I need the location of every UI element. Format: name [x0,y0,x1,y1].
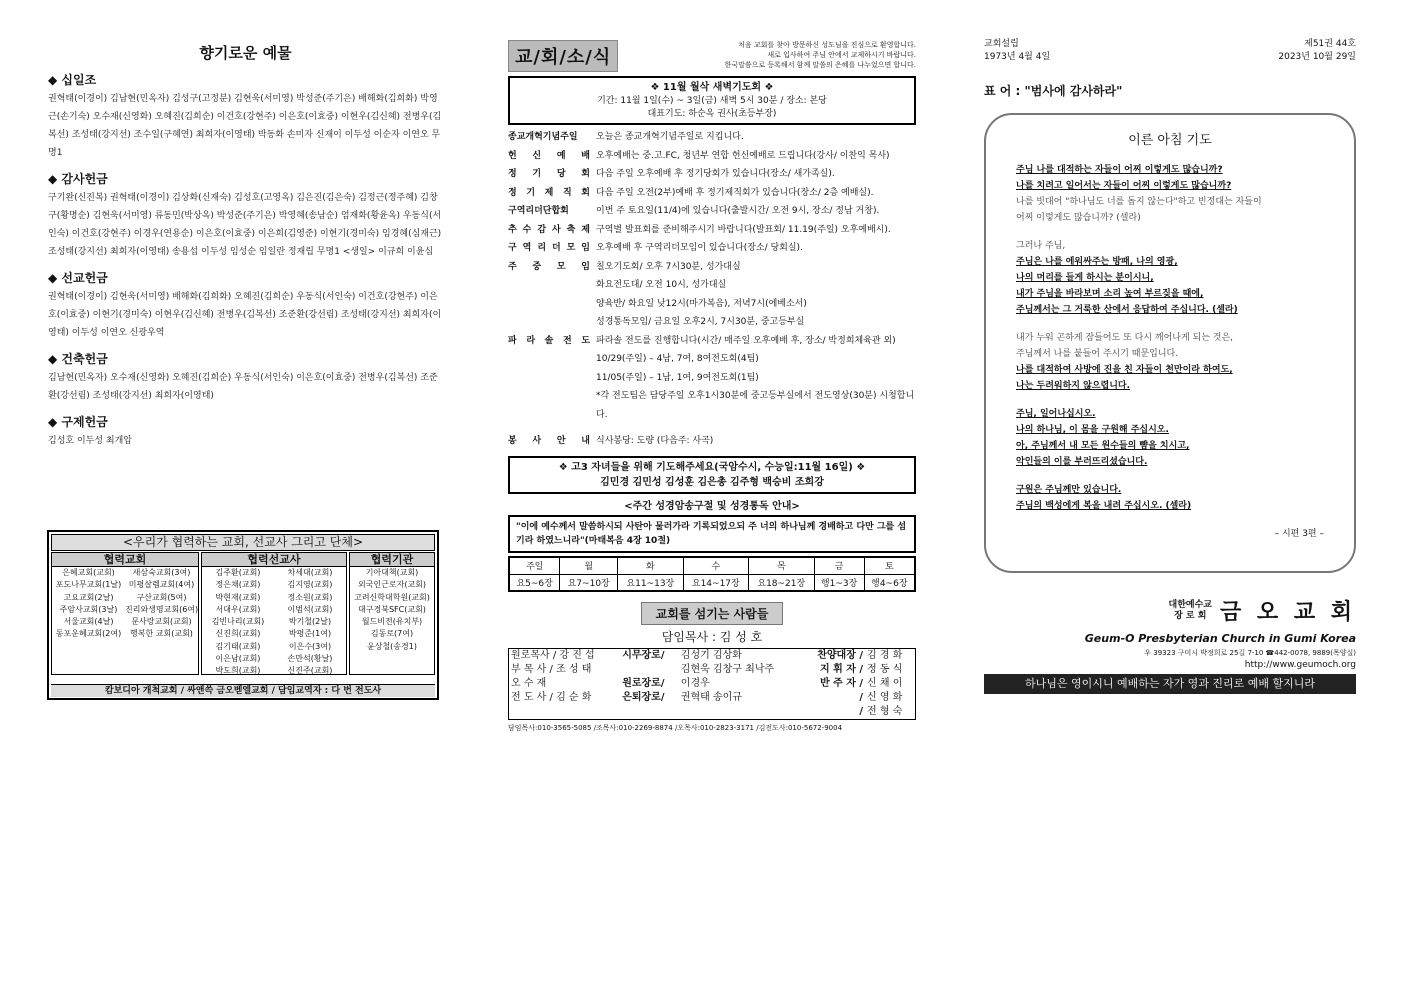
staff-cell: / [859,692,864,703]
partner-item: 새삼숙교회(3여) [132,568,191,577]
schedule-reading: 요7~10장 [560,574,618,591]
prayer-line: 주님께서 나를 붙들어 주시기 때문입니다. [1016,349,1179,359]
prayer-line: 나를 대적하여 사방에 진을 친 자들이 천만이라 하여도, [1016,365,1233,375]
offering-names: 김성호 이두성 최개압 [48,436,132,446]
partner-item: 정은채(교회) [215,580,261,590]
church-address: 우 39323 구미시 박정희로 25길 7-10 ☎442-0078, 9889(목양실) [1144,649,1356,657]
partners-box [47,530,439,700]
denomination-line: 대한예수교 [1168,599,1212,610]
denomination-line: 장 로 회 [1174,610,1207,621]
welcome-note [618,40,916,70]
partner-item: 이은남(교회) [215,654,261,664]
partner-item: 포도나무교회(1날) [55,580,122,590]
news-item-label [508,350,596,369]
news-items [508,128,916,424]
staff-cell: 신 채 이 [867,678,903,689]
staff-cell: 김현욱 김창구 최낙주 [680,664,775,675]
offering-names: 구기완(신진복) 권혁태(이경이) 김상화(신재숙) 김성호(고영옥) 김은진(김은숙) 김정근(정주혜) 김창구(황명순) 김현욱(서미영) 류동민(박상옥) 박성준(주기은) 박영혜(송남순) 엄재화(황윤옥) 우동식(서인숙) 이건호(강현주) 이경우(연용순) 이은호(이효중) 이은희(김영준) 이현기(경미숙) 임경혜(심재근) 조성태(강지선) 최희자(이영태) 송용섭 이두성 임성순 임일란 정재립 무명1 <생일> 이규희 이윤심 [48,193,442,257]
dawn-prayer-period: 기간: 11월 1일(수) ~ 3일(금) 새벽 5시 30분 / 장소: 본당 [597,96,827,106]
schedule-reading: 행1~3장 [814,574,864,591]
staff-row [509,705,916,720]
partner-item: 박현재(교회) [215,592,261,602]
schedule-reading: 행4~6장 [864,574,915,591]
staff-row [509,691,916,705]
news-item [508,313,916,332]
partner-item: 문사랑교회(교회) [131,617,192,627]
prayer-title: 이른 아침 기도 [1128,133,1212,148]
news-item [508,221,916,240]
staff-cell: 김 경 화 [867,650,903,661]
staff-cell: 반 주 자 / [819,678,864,689]
news-item-label: 헌 신 예 배 [508,150,590,161]
prayer-line: 나를 치려고 일어서는 자들이 어찌 이렇게도 많습니까? [1016,181,1232,191]
staff-cell [679,705,802,720]
news-item [508,165,916,184]
cover-panel [984,38,1356,694]
offerings-panel [48,42,443,450]
news-item-text: 칠오기도회/ 오후 7시30분, 성가대실 [596,261,741,272]
prayer-stanza [1016,162,1324,226]
news-item-text: *각 전도팀은 담당주일 오후1시30분에 중고등부실에서 전도영상(30분) 시청합니다. [596,391,915,420]
offering-names: 권혁태(이경이) 김현욱(서미영) 배해화(김희화) 오혜진(김희순) 우동식(서인숙) 이건호(강현주) 이은호(이효중) 이현기(경미숙) 이현우(김신혜) 전병우(김복선) 조준환(강선림) 조성태(강지선) 최희자(이영태) 이두성 이연오 신광우역 [48,292,442,338]
prayer-source: – 시편 3편 – [1274,529,1324,539]
staff-row [509,677,916,691]
staff-cell: 이경우 [680,678,710,689]
church-english-name: Geum-O Presbyterian Church in Gumi Korea [1084,632,1356,645]
established-label: 교회설립 [984,39,1019,49]
phone-list: 담임목사:010-3565-5085 /조목사:010-2269-8874 /오목사:010-2823-3171 /김전도사:010-5672-9004 [508,724,843,732]
news-item-label: 구 역 리 더 모 임 [508,243,590,253]
partner-item: 신진희(교회) [215,629,261,639]
schedule-day: 월 [560,557,618,574]
prayer-line: 어찌 이렇게도 많습니까? (셀라) [1016,213,1141,223]
news-item-text: 성경통독모임/ 금요일 오후2시, 7시30분, 중고등부실 [596,317,805,327]
offering-heading: ◆ 건축헌금 [48,352,108,366]
prayer-line: 그러나 주님, [1016,241,1066,251]
schedule-day: 화 [618,557,683,574]
staff-cell: 신 영 화 [867,692,903,703]
partner-item: 이범석(교회) [287,604,333,614]
offering-thanks [48,170,443,261]
church-name: 금 오 교 회 [1220,600,1356,625]
prayer-line: 악인들의 이를 부러뜨리셨습니다. [1016,457,1148,467]
news-item-label: 추 수 감 사 축 제 [508,224,590,235]
staff-cell [620,663,679,677]
news-item [508,128,916,147]
staff-cell: 은퇴장로/ [622,692,665,703]
partner-item: 고요교회(2날) [63,592,114,602]
partner-item: 신진주(교회) [287,666,333,676]
news-item [508,239,916,258]
partner-item: 진리와생명교회(6여) [125,604,199,614]
news-item-text: 오후예배는 중.고.FC, 청년부 연합 헌신예배로 드립니다(강사/ 이찬익 목사) [596,150,890,161]
partner-item: 윤상철(송경1) [367,641,417,651]
prayer-stanza [1016,330,1324,394]
news-item-label: 정 기 제 직 회 [508,187,590,198]
memory-verse: "이에 예수께서 말씀하시되 사탄아 물러가라 기록되었으되 주 너의 하나님께 경배하고 다만 그를 섬기라 하였느니라"(마태복음 4장 10절) [508,515,916,553]
schedule-reading: 요18~21장 [749,574,814,591]
prayer-line: 구원은 주님께만 있습니다. [1016,485,1122,495]
welcome-line: 처음 교회를 찾아 방문하신 성도님을 진심으로 환영합니다. [738,41,916,49]
staff-cell: 원로목사 / 강 진 섭 [511,650,595,661]
staff-cell: 찬양대장 / [817,650,864,661]
news-item [508,276,916,295]
news-item-text: 오후예배 후 구역리더모임이 있습니다(장소/ 당회실). [596,243,803,253]
staff-cell: 전 도 사 / 김 순 화 [511,692,592,703]
news-item-label [508,295,596,314]
staff-cell: 부 목 사 / 조 성 태 [511,664,592,675]
schedule-reading: 요5~6장 [509,574,560,591]
reading-schedule [508,556,916,592]
volume-number: 제51권 44호 [1304,39,1356,49]
news-item-label: 구역리더단합회 [508,206,569,216]
bible-heading: <주간 성경암송구절 및 성경통독 안내> [624,501,800,512]
news-item-text: 다음 주일 오후예배 후 정기당회가 있습니다(장소/ 새가족실). [596,169,835,179]
prayer-line: 주님, 일어나십시오. [1016,409,1096,419]
offering-names: 김남현(민옥자) 오수재(신영화) 오혜진(김희순) 우동식(서인숙) 이은호(이효중) 전병우(김복선) 조준환(강선림) 조성태(강지선) 최희자(이영태) [48,373,438,401]
exam-prayer-title: ❖ 고3 자녀들을 위해 기도해주세요(국암수시, 수능일:11월 16일) ❖ [558,462,866,473]
partner-item: 김빈나리(교회) [211,617,265,627]
partner-missionaries-heading: 협력선교사 [202,553,346,567]
offering-heading: ◆ 선교헌금 [48,271,108,285]
news-item-label [508,387,596,424]
service-label: 봉 사 안 내 [508,436,590,446]
schedule-day: 주일 [509,557,560,574]
news-item [508,387,916,424]
prayer-box [984,113,1356,573]
prayer-line: 나는 두려워하지 않으렵니다. [1016,381,1131,391]
offering-mission [48,269,443,342]
schedule-reading: 요11~13장 [618,574,683,591]
prayer-stanza [1016,406,1324,470]
partners-title: <우리가 협력하는 교회, 선교사 그리고 단체> [51,534,435,551]
news-item-text: 양육반/ 화요일 낮12시(마가복음), 저녁7시(에베소서) [596,298,807,309]
prayer-line: 주님 나를 대적하는 자들이 어찌 이렇게도 많습니까? [1016,165,1223,175]
partner-item: 서울교회(4날) [63,617,114,627]
schedule-reading: 요14~17장 [683,574,748,591]
schedule-day: 목 [749,557,814,574]
partner-item: 박기철(2날) [288,617,332,627]
prayer-stanza [1016,482,1324,514]
partner-churches [51,552,199,675]
news-item-label [508,313,596,332]
news-item-text: 이번 주 토요일(11/4)에 있습니다(출발시간/ 오전 9시, 장소/ 정남 거창). [596,206,880,216]
prayer-line: 주님은 나를 에워싸주는 방패, 나의 영광, [1016,257,1178,267]
church-url[interactable]: http://www.geumoch.org [1244,660,1356,670]
news-item [508,369,916,388]
partner-missionaries [201,552,347,675]
news-item-label: 주 중 모 임 [508,261,590,272]
partner-item: 고려신학대학원(교회) [354,592,430,602]
staff-cell: 원로장로/ [622,678,665,689]
partner-item: 정소원(교회) [287,592,333,602]
service-text: 식사봉당: 도량 (다음주: 사곡) [596,436,714,446]
partner-item: 기아대책(교회) [365,568,419,577]
staff-cell: 전 형 숙 [867,706,903,717]
news-item-label: 파 라 솔 전 도 [508,335,590,346]
news-item [508,202,916,221]
schedule-day: 수 [683,557,748,574]
news-item-label: 정 기 당 회 [508,169,590,179]
offering-building [48,350,443,405]
staff-cell: 시무장로/ [622,650,665,661]
news-header [508,40,916,72]
prayer-line: 나의 머리를 들게 하시는 분이시니, [1016,273,1154,283]
staff-cell [620,705,679,720]
news-item-label [508,369,596,388]
news-item-label: 종교개혁기념주일 [508,132,578,142]
news-item-text: 10/29(주일) – 4남, 7여, 8여전도회(4팀) [596,354,759,364]
dawn-prayer-title: ❖ 11월 월삭 새벽기도회 ❖ [650,82,774,93]
staff-cell: 지 휘 자 / [819,664,864,675]
offering-heading: ◆ 십일조 [48,73,97,87]
offering-heading: ◆ 구제헌금 [48,415,108,429]
partner-item: 김지영(교회) [287,580,333,590]
dawn-prayer-box [508,76,916,125]
partner-item: 김주환(교회) [215,568,261,577]
prayer-line: 주님의 백성에게 복을 내려 주십시오. (셀라) [1016,501,1192,511]
partner-item: 월드비전(유치부) [361,617,423,627]
news-item-label [508,276,596,295]
news-item [508,332,916,351]
prayer-line: 내가 누워 곤하게 잠들어도 또 다시 깨어나게 되는 것은, [1016,333,1234,343]
dawn-prayer-leader: 대표기도: 하순옥 권사(초등부장) [647,109,777,119]
partner-item: 이은수(3여) [288,641,332,651]
prayer-line: 나의 하나님, 이 몸을 구원해 주십시오. [1016,425,1169,435]
schedule-day: 금 [814,557,864,574]
staff-cell: 오 수 재 [511,678,547,689]
exam-prayer-names: 김민경 김민성 김성훈 김은총 김주형 백승비 조희강 [600,477,824,488]
staff-cell: 김성기 김상화 [680,650,742,661]
staff-row [509,663,916,677]
partner-orgs-heading: 협력기관 [350,553,434,567]
welcome-line: 한국말씀으로 등록해서 함께 말씀의 은혜를 나누었으면 합니다. [724,61,916,69]
partners-footer: 캄보디아 개척교회 / 싸앤쓱 금오벧엘교회 / 담임교역자 : 다 번 전도사 [51,684,435,697]
partner-item: 박도희(교회) [215,666,261,676]
schedule-day: 토 [864,557,915,574]
staff-cell: 권혁태 송이규 [680,692,742,703]
staff-cell: 정 동 식 [867,664,903,675]
prayer-line: 주님께서는 그 거룩한 산에서 응답하여 주십니다. (셀라) [1016,305,1238,315]
partner-item: 김기태(교회) [215,641,261,651]
offering-heading: ◆ 감사헌금 [48,172,108,186]
news-item-text: 11/05(주일) – 1남, 1여, 9여전도회(1팀) [596,372,759,383]
staff-title: 교회를 섬기는 사람들 [641,602,784,625]
news-item-text: 오늘은 종교개혁기념주일로 지킵니다. [596,132,744,142]
staff-cell: / [859,706,864,717]
news-title: 교/회/소/식 [508,40,618,72]
partner-item: 구산교회(5여) [136,592,187,602]
exam-prayer-box [508,456,916,494]
news-panel [508,40,916,733]
news-item-text: 다음 주일 오전(2부)예배 후 정기제직회가 있습니다(장소/ 2층 예배실). [596,187,874,198]
prayer-line: 나를 빗대어 "하나님도 너를 돕지 않는다"하고 빈정대는 자들이 [1016,197,1262,207]
offering-relief [48,413,443,450]
partner-item: 차세대(교회) [287,568,333,577]
senior-pastor: 담임목사 : 김 성 호 [661,630,763,644]
staff-cell [509,705,621,720]
partner-item: 미평살렘교회(4여) [128,580,195,590]
partner-item: 행복한 교회(교회) [130,629,193,639]
partner-orgs [349,552,435,675]
partner-item: 김동로(7여) [370,629,414,639]
offerings-title: 향기로운 예물 [199,44,292,62]
motto: 표 어 : "범사에 감사하라" [984,84,1123,98]
news-item-text: 화요전도대/ 오전 10시, 성가대실 [596,280,727,290]
offering-names: 권혁태(이경이) 김남현(민옥자) 김성구(고정분) 김현욱(서미영) 박성준(주기은) 배해화(김희화) 박영근(손기숙) 오수재(신영화) 오혜진(김희순) 이건호(강현주) 이은호(이효중) 이현우(김신혜) 전병우(김복선) 조성태(강지선) 조수일(구혜연) 최희자(이영태) 박동화 손미자 신재이 이두성 이순자 이연오 무명1 [48,94,442,158]
news-item [508,258,916,277]
service-row [508,432,916,450]
prayer-line: 아, 주님께서 내 모든 원수들의 뺨을 치시고, [1016,441,1190,451]
partner-item: 박평준(1여) [288,629,332,639]
news-item [508,147,916,166]
partner-item: 동포운혜교회(2여) [55,629,122,639]
church-info [984,595,1356,670]
offering-tithe [48,71,443,162]
news-item [508,295,916,314]
prayer-line: 내가 주님을 바라보며 소리 높여 부르짖을 때에, [1016,289,1204,299]
partner-item: 대구경북SFC(교회) [358,604,426,614]
prayer-stanza [1016,238,1324,318]
news-item [508,350,916,369]
news-item-text: 파라솔 전도를 진행합니다(시간/ 매주일 오후예배 후, 장소/ 박정희체육관 외) [596,335,896,346]
partner-item: 은혜교회(교회) [62,568,115,577]
news-item-text: 구역별 발표회를 준비해주시기 바랍니다(발표회/ 11.19(주일) 오후예배시). [596,224,891,235]
staff-table [508,648,916,720]
staff-row [509,649,916,664]
slogan-bar: 하나님은 영이시니 예배하는 자가 영과 진리로 예배 할지니라 [984,674,1356,694]
partner-churches-heading: 협력교회 [52,553,198,567]
issue-date: 2023년 10월 29일 [1278,52,1356,62]
partner-item: 손만석(황날) [287,654,333,664]
news-item [508,184,916,203]
established-date: 1973년 4월 4일 [984,52,1051,62]
partner-item: 외국인근로자(교회) [357,580,427,590]
welcome-line: 새로 입사하여 주님 안에서 교제하시기 바랍니다. [767,51,916,59]
partner-item: 주암사교회(3날) [59,604,118,614]
partner-item: 서대우(교회) [215,604,261,614]
